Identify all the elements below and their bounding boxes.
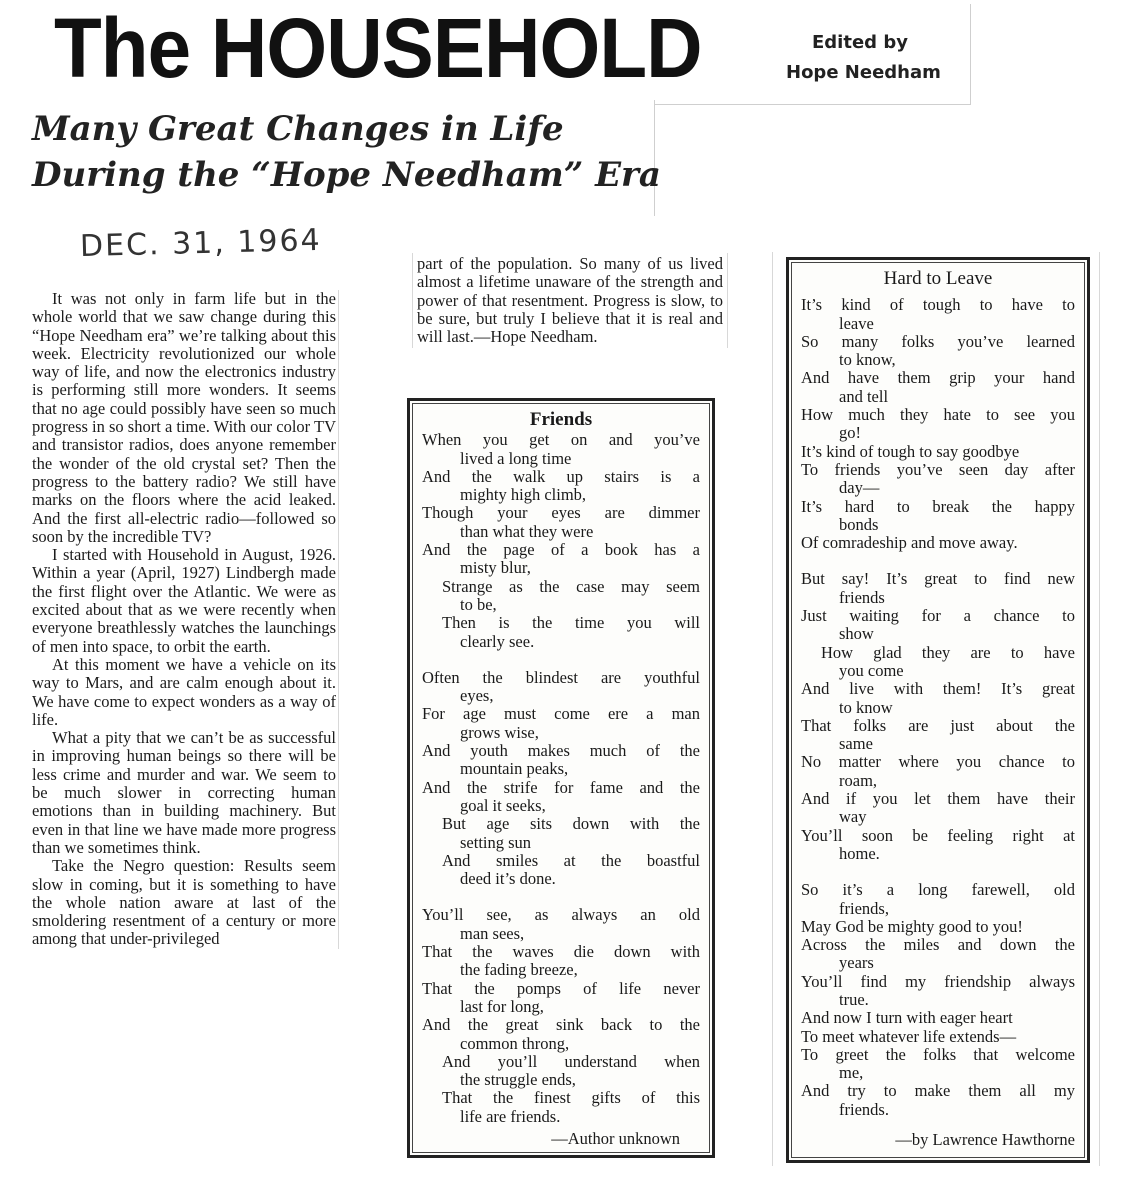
poem-line: grows wise,: [460, 722, 539, 742]
poem-line: go!: [839, 423, 861, 443]
poem-line: And have them grip your hand: [801, 368, 1075, 388]
poem-line: You’ll find my friendship always: [801, 971, 1075, 991]
poem-line: Just waiting for a chance to: [801, 606, 1075, 626]
masthead: [40, 1, 971, 105]
poem-stanza: [801, 570, 1075, 863]
poem-line: leave: [839, 313, 874, 333]
poem-line: lived a long time: [460, 448, 572, 468]
handwritten-date: DEC. 31, 1964: [79, 222, 323, 265]
poem-stanza: [422, 669, 700, 889]
poem-line: To meet whatever life extends—: [801, 1026, 1017, 1046]
poem-line: That the pomps of life never: [422, 978, 700, 998]
article-continuation: [412, 253, 728, 348]
poem-line: But age sits down with the: [442, 814, 700, 834]
poem-line: That folks are just about the: [801, 715, 1075, 735]
poem-line: How glad they are to have: [821, 642, 1075, 662]
poem-line: And now I turn with eager heart: [801, 1008, 1013, 1028]
poem-line: But say! It’s great to find new: [801, 569, 1075, 589]
poem-line: you come: [839, 660, 904, 680]
poem-line: To greet the folks that welcome: [801, 1044, 1075, 1064]
article-paragraph: I started with Household in August, 1926. Within a year (April, 1927) Lindbergh made the first flight over the Atlantic. We were as excited about that as we were recently when everyone breathlessly watches the launchings of men into space, to orbit the earth.: [32, 545, 336, 656]
poem-line: Of comradeship and move away.: [801, 533, 1018, 553]
poem-line: You’ll see, as always an old: [422, 905, 700, 925]
poem-line: roam,: [839, 770, 878, 790]
poem-title: Friends: [529, 409, 593, 430]
article-paragraph: What a pity that we can’t be as successful in improving human beings so there will be less crime and murder and war. We seem to be much slower in correcting human emotions than in building machinery. But even in that line we have made more progress than we sometimes think.: [32, 728, 336, 857]
poem-line: How much they hate to see you: [801, 405, 1075, 425]
headline: [32, 106, 661, 198]
poem-line: last for long,: [460, 996, 544, 1016]
headline-line-2: During the “Hope Needham” Era: [32, 155, 661, 195]
poem-line: To friends you’ve seen day after: [801, 459, 1075, 479]
poem-line: than what they were: [460, 521, 594, 541]
poem-line: friends,: [839, 898, 889, 918]
poem-line: You’ll soon be feeling right at: [801, 825, 1075, 845]
poem-line: mountain peaks,: [460, 759, 569, 779]
poem-line: Strange as the case may seem: [442, 576, 700, 596]
poem-line: Often the blindest are youthful: [422, 667, 700, 687]
poem-title: Hard to Leave: [883, 268, 993, 289]
poem-line: And live with them! It’s great: [801, 679, 1075, 699]
poem-body: [422, 431, 700, 1126]
poem-line: When you get on and you’ve: [422, 430, 700, 450]
poem-line: the struggle ends,: [460, 1070, 576, 1090]
poem-line: way: [839, 807, 867, 827]
poem-line: And the great sink back to the: [422, 1015, 700, 1035]
poem-line: clearly see.: [460, 631, 535, 651]
poem-line: No matter where you chance to: [801, 752, 1075, 772]
edited-by-label: Edited by: [812, 32, 908, 53]
poem-line: Across the miles and down the: [801, 935, 1075, 955]
poem-line: to know: [839, 697, 893, 717]
poem-hard-to-leave: [786, 257, 1090, 1163]
masthead-title: The HOUSEHOLD: [54, 1, 702, 95]
poem-line: So many folks you’ve learned: [801, 331, 1075, 351]
article-paragraph: Take the Negro question: Results seem slow in coming, but it is something to have the whole nation aware at last of the smoldering resentment of a century or more among that under-privileged: [32, 856, 336, 949]
poem-line: And the walk up stairs is a: [422, 466, 700, 486]
poem-line: And youth makes much of the: [422, 741, 700, 761]
poem-line: And the strife for fame and the: [422, 777, 700, 797]
poem-line: deed it’s done.: [460, 869, 556, 889]
poem-line: years: [839, 953, 874, 973]
poem-line: mighty high climb,: [460, 485, 587, 505]
poem-line: It’s kind of tough to say goodbye: [801, 441, 1020, 461]
poem-line: And try to make them all my: [801, 1081, 1075, 1101]
poem-line: It’s hard to break the happy: [801, 496, 1075, 516]
poem-line: bonds: [839, 514, 879, 534]
article-paragraph: At this moment we have a vehicle on its way to Mars, and are calm enough about it. We have come to expect wonders as a way of life.: [32, 654, 336, 729]
poem-line: to know,: [839, 350, 896, 370]
poem-stanza: [801, 296, 1075, 552]
headline-box: [30, 100, 661, 216]
poem-line: For age must come ere a man: [422, 704, 700, 724]
poem-line: and tell: [839, 386, 889, 406]
poem-line: That the waves die down with: [422, 942, 700, 962]
poem-line: true.: [839, 989, 869, 1009]
poem-stanza: [422, 906, 700, 1126]
article-column-1: [32, 290, 339, 949]
poem-line: me,: [839, 1063, 864, 1083]
editor-name: Hope Needham: [786, 62, 941, 83]
poem-line: goal it seeks,: [460, 795, 546, 815]
article-continuation-text: part of the population. So many of us lived almost a lifetime unaware of the strength and power of that resentment. Progress is slow, to be sure, but truly I believe that it is real and will last.—Hope Needham.: [417, 254, 723, 347]
poem-line: It’s kind of tough to have to: [801, 295, 1075, 315]
poem-line: friends: [839, 587, 885, 607]
poem-line: show: [839, 624, 874, 644]
poem-line: So it’s a long farewell, old: [801, 880, 1075, 900]
poem-attribution: —by Lawrence Hawthorne: [895, 1130, 1075, 1150]
poem-line: And smiles at the boastful: [442, 850, 700, 870]
poem-line: day—: [839, 478, 880, 498]
poem-line: And you’ll understand when: [442, 1051, 700, 1071]
poem-line: May God be mighty good to you!: [801, 916, 1023, 936]
poem-body: [801, 296, 1075, 1119]
editor-credit: [786, 28, 941, 88]
poem-attribution: —Author unknown: [551, 1128, 680, 1148]
poem-stanza: [422, 431, 700, 651]
poem-line: setting sun: [460, 832, 532, 852]
poem-friends: [407, 398, 715, 1158]
poem-line: That the finest gifts of this: [442, 1088, 700, 1108]
poem-line: friends.: [839, 1099, 889, 1119]
poem-line: Though your eyes are dimmer: [422, 503, 700, 523]
poem-line: to be,: [460, 594, 497, 614]
poem-line: same: [839, 734, 873, 754]
poem-stanza: [801, 881, 1075, 1119]
poem-line: life are friends.: [460, 1106, 561, 1126]
poem-line: home.: [839, 843, 880, 863]
poem-line: eyes,: [460, 686, 494, 706]
poem-line: And if you let them have their: [801, 789, 1075, 809]
poem-line: the fading breeze,: [460, 960, 578, 980]
poem-line: And the page of a book has a: [422, 540, 700, 560]
headline-line-1: Many Great Changes in Life: [32, 109, 564, 149]
poem-line: man sees,: [460, 923, 525, 943]
article-paragraph: It was not only in farm life but in the whole world that we saw change during this “Hope Needham era” we’re talking about this week. Electricity revolutionized our whole way of life, and now the electronics industry is performing still more wonders. It seems that no age could possibly have seen so much progress in so short a time. With our color TV and transistor radios, does anyone remember the wonder of the old crystal set? Then the progress to the battery radio? We still have marks on the floors where the acid leaked. And the first all-electric radio—followed so soon by the incredible TV?: [32, 289, 336, 546]
poem-line: Then is the time you will: [442, 613, 700, 633]
poem-line: common throng,: [460, 1033, 570, 1053]
poem-line: misty blur,: [460, 558, 531, 578]
